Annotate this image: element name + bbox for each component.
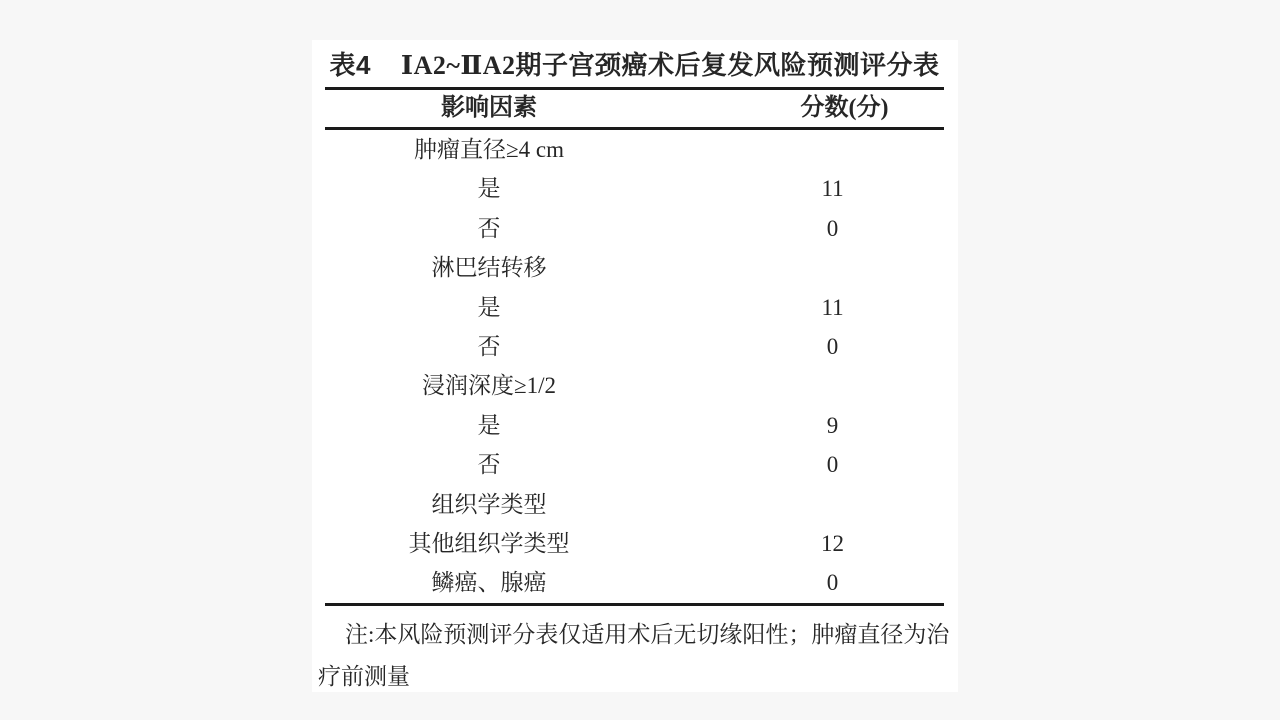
factor-cell: 是: [477, 176, 501, 202]
column-header-factor: 影响因素: [441, 95, 538, 122]
table-title: [325, 40, 944, 87]
factor-cell: 其他组织学类型: [408, 530, 570, 556]
table-row: [325, 445, 944, 484]
score-cell: 11: [821, 176, 844, 202]
table-row: [325, 485, 944, 524]
table-footnote: [318, 614, 951, 698]
factor-cell: 是: [477, 412, 501, 438]
factor-cell: 肿瘤直径≥4 cm: [414, 137, 565, 163]
score-cell: 0: [826, 215, 839, 241]
table-row: [325, 248, 944, 287]
factor-cell: 否: [477, 215, 501, 241]
factor-cell: 否: [477, 334, 501, 359]
table-row: [325, 327, 944, 366]
footnote-line-1: 注:本风险预测评分表仅适用术后无切缘阳性；肿瘤直径为治: [345, 621, 950, 647]
table-panel: [312, 40, 958, 692]
factor-cell: 淋巴结转移: [431, 255, 547, 281]
table-row: [325, 563, 944, 602]
table-row: [325, 366, 944, 405]
table-number-label: 表4: [329, 50, 371, 80]
table-body: [325, 130, 944, 603]
column-header-score: 分数(分): [800, 95, 889, 122]
score-cell: 0: [826, 334, 839, 359]
score-cell: 0: [826, 570, 839, 596]
score-cell: 12: [821, 530, 845, 556]
score-cell: 9: [826, 412, 839, 438]
table-title-text: ⅠA2~ⅡA2期子宫颈癌术后复发风险预测评分表: [400, 51, 940, 80]
factor-cell: 鳞癌、腺癌: [431, 570, 547, 596]
table-row: [325, 406, 944, 445]
table-row: [325, 524, 944, 563]
table-row: [325, 169, 944, 208]
table-bottom-rule: [325, 603, 944, 606]
table-header-row: [325, 90, 944, 127]
factor-cell: 组织学类型: [431, 491, 547, 517]
score-cell: 11: [821, 294, 844, 320]
footnote-line-2: 疗前测量: [318, 663, 410, 689]
score-cell: 0: [826, 452, 839, 478]
table-row: [325, 130, 944, 169]
table-row: [325, 288, 944, 327]
table-row: [325, 209, 944, 248]
factor-cell: 否: [477, 452, 501, 478]
factor-cell: 浸润深度≥1/2: [422, 373, 557, 399]
factor-cell: 是: [477, 294, 501, 320]
